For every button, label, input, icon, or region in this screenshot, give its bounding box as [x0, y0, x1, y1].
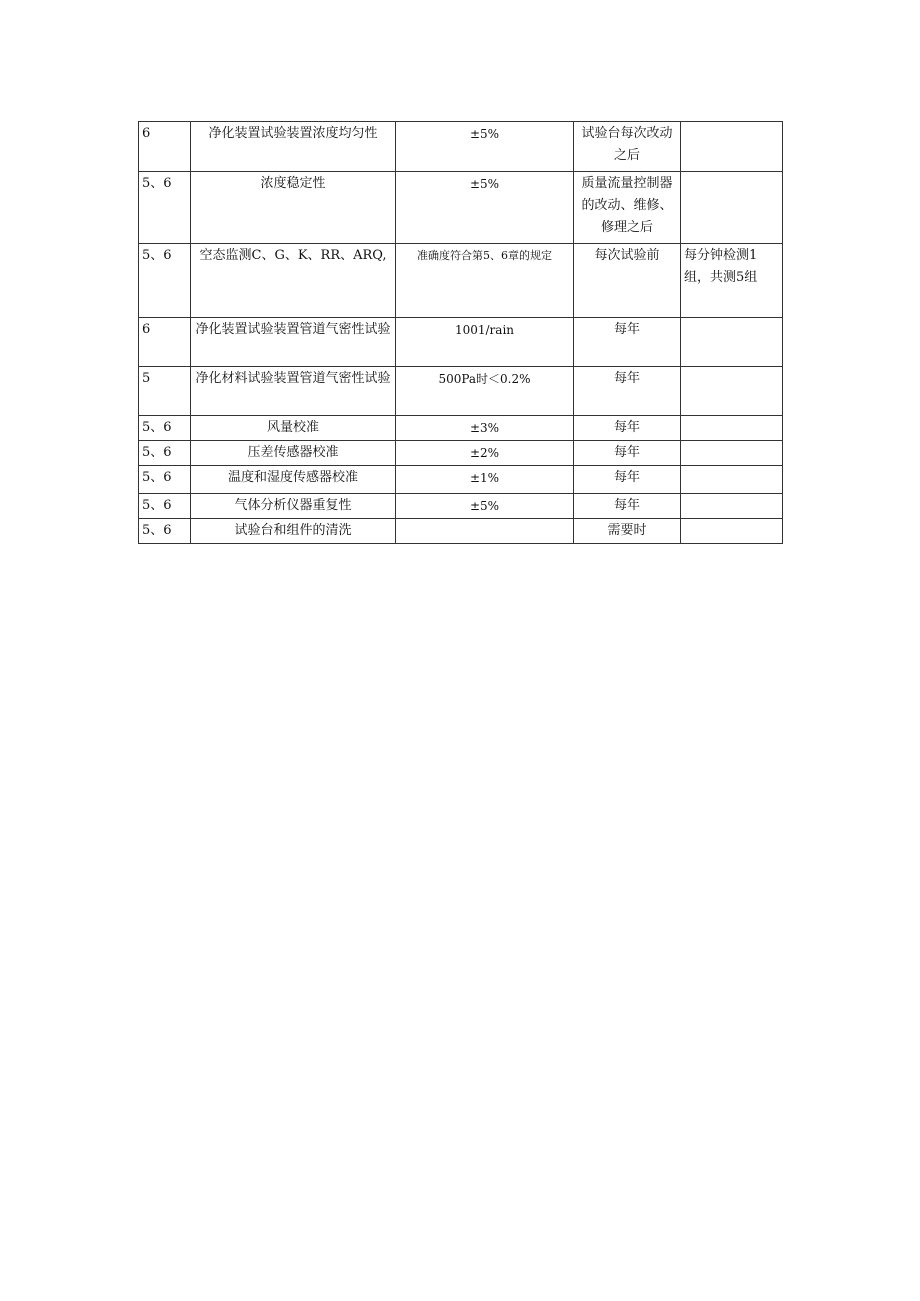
table-row	[139, 318, 783, 367]
frequency-cell: 试验台每次改动之后	[574, 122, 681, 172]
frequency-cell: 每次试验前	[574, 244, 681, 318]
table-row	[139, 441, 783, 466]
item-cell: 净化装置试验装置浓度均匀性	[191, 122, 396, 172]
frequency-cell: 每年	[574, 494, 681, 519]
note-cell	[681, 122, 783, 172]
item-cell: 浓度稳定性	[191, 172, 396, 244]
item-cell: 风量校准	[191, 416, 396, 441]
table-row	[139, 172, 783, 244]
note-cell: 每分钟检测1组，共测5组	[681, 244, 783, 318]
requirement-cell: ±5%	[396, 172, 574, 244]
section-cell: 5	[139, 367, 191, 416]
requirement-cell: ±2%	[396, 441, 574, 466]
frequency-cell: 每年	[574, 318, 681, 367]
note-cell	[681, 172, 783, 244]
requirement-cell: 500Pa时＜0.2%	[396, 367, 574, 416]
section-cell: 5、6	[139, 416, 191, 441]
note-cell	[681, 441, 783, 466]
table-row	[139, 122, 783, 172]
frequency-cell: 每年	[574, 367, 681, 416]
section-cell: 5、6	[139, 494, 191, 519]
item-cell: 压差传感器校准	[191, 441, 396, 466]
note-cell	[681, 466, 783, 494]
table-row	[139, 416, 783, 441]
table-row	[139, 244, 783, 318]
note-cell	[681, 519, 783, 544]
table-row	[139, 494, 783, 519]
requirement-cell: 准确度符合第5、6章的规定	[396, 244, 574, 318]
requirement-cell: ±5%	[396, 494, 574, 519]
item-cell: 试验台和组件的清洗	[191, 519, 396, 544]
frequency-cell: 每年	[574, 441, 681, 466]
frequency-cell: 质量流量控制器的改动、维修、修理之后	[574, 172, 681, 244]
requirement-cell: ±1%	[396, 466, 574, 494]
section-cell: 5、6	[139, 441, 191, 466]
calibration-table	[138, 121, 783, 544]
section-cell: 5、6	[139, 466, 191, 494]
section-cell: 6	[139, 122, 191, 172]
item-cell: 温度和湿度传感器校准	[191, 466, 396, 494]
requirement-cell	[396, 519, 574, 544]
section-cell: 5、6	[139, 519, 191, 544]
item-cell: 空态监测C、G、K、RR、ARQ,	[191, 244, 396, 318]
note-cell	[681, 367, 783, 416]
frequency-cell: 每年	[574, 466, 681, 494]
requirement-cell: ±5%	[396, 122, 574, 172]
note-cell	[681, 416, 783, 441]
note-cell	[681, 494, 783, 519]
table-row	[139, 367, 783, 416]
requirement-cell: 1001/rain	[396, 318, 574, 367]
section-cell: 5、6	[139, 244, 191, 318]
section-cell: 5、6	[139, 172, 191, 244]
frequency-cell: 需要时	[574, 519, 681, 544]
item-cell: 气体分析仪器重复性	[191, 494, 396, 519]
section-cell: 6	[139, 318, 191, 367]
item-cell: 净化装置试验装置管道气密性试验	[191, 318, 396, 367]
table-row	[139, 466, 783, 494]
note-cell	[681, 318, 783, 367]
requirement-cell: ±3%	[396, 416, 574, 441]
table-row	[139, 519, 783, 544]
item-cell: 净化材料试验装置管道气密性试验	[191, 367, 396, 416]
frequency-cell: 每年	[574, 416, 681, 441]
